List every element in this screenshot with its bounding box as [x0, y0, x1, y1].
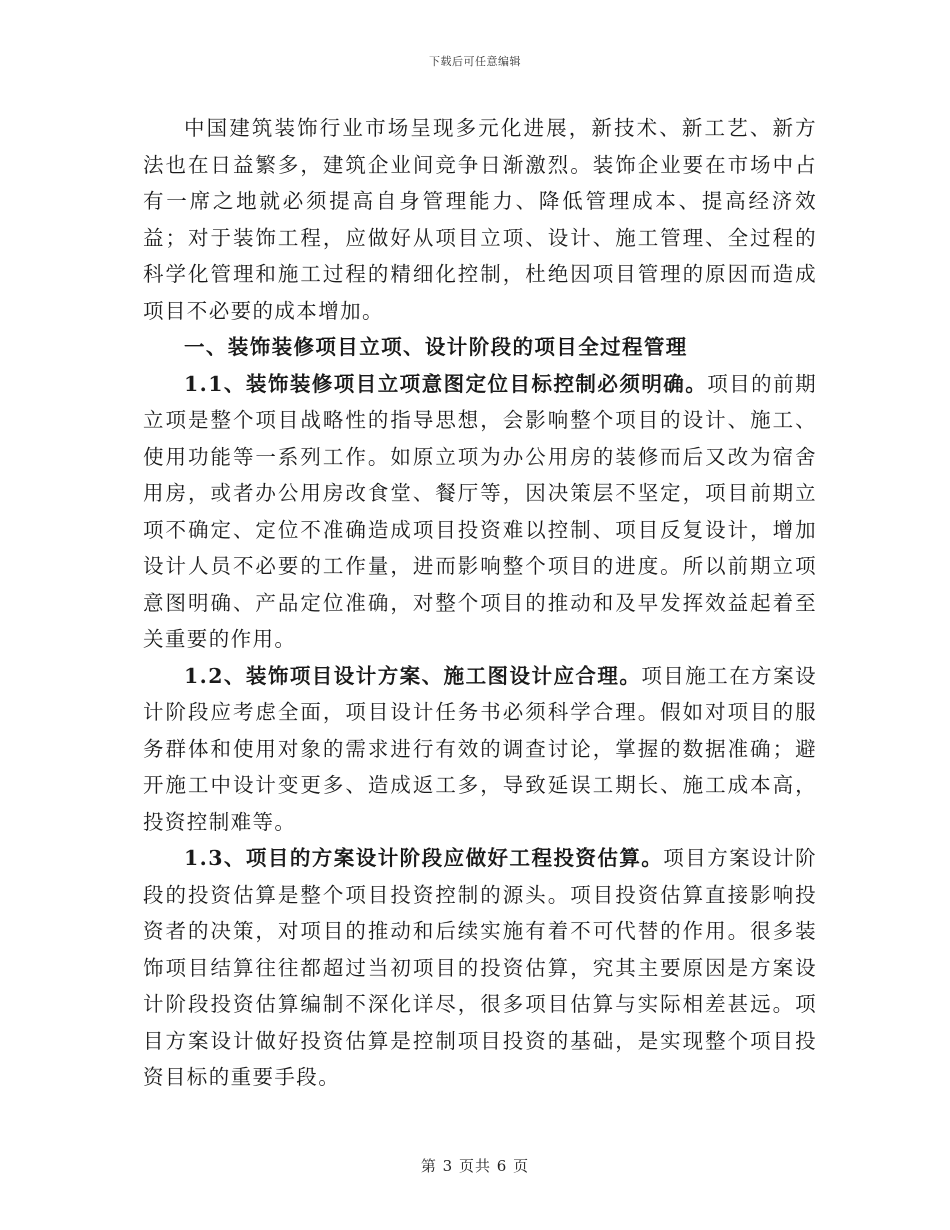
- section-1-2-title: 1.2、装饰项目设计方案、施工图设计应合理。: [184, 663, 642, 688]
- section-1-1-title: 1.1、装饰装修项目立项意图定位目标控制必须明确。: [184, 371, 708, 396]
- section-1-3-text: 项目方案设计阶段的投资估算是整个项目投资控制的源头。项目投资估算直接影响投资者的决策，对项目的推动和后续实施有着不可代替的作用。很多装饰项目结算往往都超过当初项目的投资估算，究其主要原因是方案设计阶段投资估算编制不深化详尽，很多项目估算与实际相差甚远。项目方案设计做好投资估算是控制项目投资的基础，是实现整个项目投资目标的重要手段。: [143, 846, 817, 1089]
- intro-paragraph: 中国建筑装饰行业市场呈现多元化进展，新技术、新工艺、新方法也在日益繁多，建筑企业间竞争日渐激烈。装饰企业要在市场中占有一席之地就必须提高自身管理能力、降低管理成本、提高经济效益；对于装饰工程，应做好从项目立项、设计、施工管理、全过程的科学化管理和施工过程的精细化控制，杜绝因项目管理的原因而造成项目不必要的成本增加。: [143, 116, 817, 323]
- section-heading: 一、装饰装修项目立项、设计阶段的项目全过程管理: [184, 335, 688, 359]
- page-content: [143, 110, 817, 1096]
- section-1-3-title: 1.3、项目的方案设计阶段应做好工程投资估算。: [184, 846, 664, 870]
- section-1-2-paragraph: [143, 658, 817, 841]
- section-1-3-paragraph: [143, 840, 817, 1096]
- page-number: 第 3 页共 6 页: [420, 1157, 530, 1175]
- page-header: 下载后可任意编辑: [429, 55, 521, 68]
- section-1-2-text: 项目施工在方案设计阶段应考虑全面，项目设计任务书必须科学合理。假如对项目的服务群体和使用对象的需求进行有效的调查讨论，掌握的数据准确；避开施工中设计变更多、造成返工多，导致延误工期长、施工成本高，投资控制难等。: [143, 663, 818, 834]
- section-1-1-paragraph: [143, 366, 817, 658]
- section-1-1-text: 项目的前期立项是整个项目战略性的指导思想，会影响整个项目的设计、施工、使用功能等一系列工作。如原立项为办公用房的装修而后又改为宿舍用房，或者办公用房改食堂、餐厅等，因决策层不坚定，项目前期立项不确定、定位不准确造成项目投资难以控制、项目反复设计，增加设计人员不必要的工作量，进而影响整个项目的进度。所以前期立项意图明确、产品定位准确，对整个项目的推动和及早发挥效益起着至关重要的作用。: [143, 371, 818, 651]
